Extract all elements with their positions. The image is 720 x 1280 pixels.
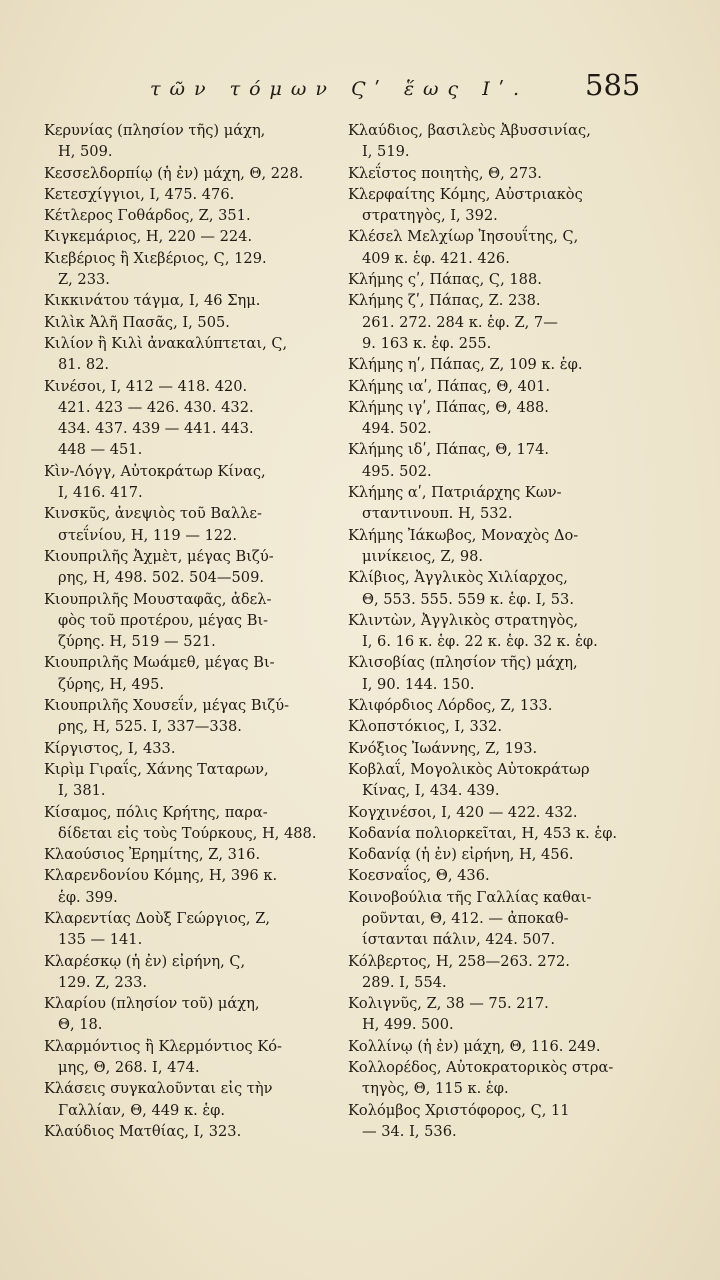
index-entry-continuation: ρης, Η, 525. Ι, 337—338. bbox=[58, 718, 242, 736]
page-number: 585 bbox=[585, 68, 641, 102]
index-entry bbox=[348, 567, 648, 610]
index-entry-line: Κοδανίᾳ (ἡ ἐν) εἰρήνη, Η, 456. bbox=[348, 846, 574, 864]
index-entry bbox=[348, 1057, 648, 1100]
index-entry bbox=[44, 695, 344, 738]
index-entry-line: Κερυνίας (πλησίον τῆς) μάχη, bbox=[44, 122, 266, 139]
index-entry-line: Κλαρεντίας Δοὺξ Γεώργιος, Ζ, bbox=[44, 909, 270, 927]
index-entry bbox=[348, 802, 648, 823]
index-entry bbox=[348, 120, 648, 163]
index-column-left bbox=[44, 120, 344, 1142]
index-entry bbox=[348, 823, 648, 844]
index-entry bbox=[44, 248, 344, 291]
index-entry-line: Κλέσελ Μελχίωρ Ἰησουΐτης, Ϛ, bbox=[348, 228, 579, 246]
index-entry-line: Κινέσοι, Ι, 412 — 418. 420. bbox=[44, 377, 248, 395]
index-entry-continuation: Ι, 6. 16 κ. ἑφ. 22 κ. ἑφ. 32 κ. ἑφ. bbox=[362, 633, 598, 651]
index-entry-line: Κλήμης ιδʹ, Πάπας, Θ, 174. bbox=[348, 441, 549, 459]
index-entry-line: Κιεβέριος ἢ Χιεβέριος, Ϛ, 129. bbox=[44, 249, 267, 267]
index-entry bbox=[44, 163, 344, 184]
index-entry-continuation: ρης, Η, 498. 502. 504—509. bbox=[58, 569, 264, 587]
index-entry bbox=[44, 589, 344, 653]
index-entry-line: Κλήμης αʹ, Πατριάρχης Κων- bbox=[348, 484, 562, 502]
index-entry bbox=[44, 1036, 344, 1079]
index-entry-line: Κίσαμος, πόλις Κρήτης, παρα- bbox=[44, 803, 268, 821]
index-entry bbox=[348, 759, 648, 802]
index-entry-continuation: ίστανται πάλιν, 424. 507. bbox=[362, 931, 555, 949]
index-entry-continuation: — 34. Ι, 536. bbox=[362, 1122, 457, 1140]
index-entry-continuation: Θ, 553. 555. 559 κ. ἑφ. Ι, 53. bbox=[362, 590, 574, 608]
index-entry-continuation: μινίκειος, Ζ, 98. bbox=[362, 547, 484, 565]
index-entry bbox=[348, 525, 648, 568]
index-entry-line: Κλήμης ιγʹ, Πάπας, Θ, 488. bbox=[348, 398, 549, 416]
index-entry-continuation: 9. 163 κ. ἑφ. 255. bbox=[362, 334, 492, 352]
index-entry bbox=[348, 376, 648, 397]
index-entry-line: Κετεσχίγγιοι, Ι, 475. 476. bbox=[44, 185, 235, 203]
running-head: τῶν τόμων Ϛʹ ἕως Ιʹ. bbox=[150, 78, 529, 100]
index-entry bbox=[348, 738, 648, 759]
index-entry bbox=[44, 205, 344, 226]
index-entry bbox=[348, 290, 648, 354]
index-entry-continuation: σταντινουπ. Η, 532. bbox=[362, 505, 513, 523]
index-entry-line: Κολόμβος Χριστόφορος, Ϛ, 11 bbox=[348, 1101, 570, 1119]
index-entry-line: Κλαρέσκῳ (ἡ ἐν) εἰρήνη, Ϛ, bbox=[44, 952, 246, 970]
index-entry bbox=[44, 546, 344, 589]
index-entry-line: Κλαούσιος Ἐρημίτης, Ζ, 316. bbox=[44, 846, 261, 864]
index-entry-line: Κὶν-Λόγγ, Αὐτοκράτωρ Κίνας, bbox=[44, 462, 266, 480]
index-entry-line: Κλήμης ηʹ, Πάπας, Ζ, 109 κ. ἑφ. bbox=[348, 356, 583, 374]
index-entry bbox=[44, 503, 344, 546]
index-entry bbox=[44, 333, 344, 376]
index-entry bbox=[348, 226, 648, 269]
index-entry bbox=[348, 652, 648, 695]
index-entry-continuation: Θ, 18. bbox=[58, 1016, 103, 1034]
index-entry-continuation: 448 — 451. bbox=[58, 441, 143, 459]
index-entry bbox=[348, 1100, 648, 1143]
index-entry-continuation: Ι, 519. bbox=[362, 143, 410, 161]
index-entry bbox=[348, 397, 648, 440]
index-entry-continuation: 494. 502. bbox=[362, 420, 432, 438]
index-entry-line: Κλαρμόντιος ἢ Κλερμόντιος Κό- bbox=[44, 1037, 282, 1055]
index-entry-continuation: φὸς τοῦ προτέρου, μέγας Βι- bbox=[58, 611, 269, 629]
index-entry bbox=[44, 376, 344, 461]
index-entry bbox=[44, 120, 344, 163]
index-entry-continuation: ροῦνται, Θ, 412. — ἀποκαθ- bbox=[362, 909, 569, 927]
index-entry-line: Κοεσναΐος, Θ, 436. bbox=[348, 867, 490, 885]
index-entry-line: Κολλορέδος, Αὐτοκρατορικὸς στρα- bbox=[348, 1059, 614, 1077]
index-entry-line: Κλερφαίτης Κόμης, Αὐστριακὸς bbox=[348, 185, 583, 203]
index-entry-line: Κλαύδιος Ματθίας, Ι, 323. bbox=[44, 1122, 242, 1140]
index-entry bbox=[44, 461, 344, 504]
index-entry-line: Κοινοβούλια τῆς Γαλλίας καθαι- bbox=[348, 888, 592, 906]
index-entry-continuation: τηγὸς, Θ, 115 κ. ἑφ. bbox=[362, 1080, 509, 1098]
index-entry-line: Κλιφόρδιος Λόρδος, Ζ, 133. bbox=[348, 697, 553, 715]
index-entry bbox=[348, 865, 648, 886]
index-entry bbox=[44, 184, 344, 205]
index-entry bbox=[44, 1121, 344, 1142]
index-entry bbox=[348, 354, 648, 375]
index-entry-line: Κλήμης ζʹ, Πάπας, Ζ. 238. bbox=[348, 292, 541, 310]
index-entry bbox=[348, 844, 648, 865]
index-entry-line: Κλαρίου (πλησίον τοῦ) μάχη, bbox=[44, 995, 260, 1013]
index-entry-continuation: 81. 82. bbox=[58, 356, 110, 374]
index-entry-line: Κνόξιος Ἰωάννης, Ζ, 193. bbox=[348, 739, 538, 757]
index-entry-line: Κιλὶκ Ἀλῆ Πασᾶς, Ι, 505. bbox=[44, 313, 230, 331]
index-entry-line: Κλιντὼν, Ἀγγλικὸς στρατηγὸς, bbox=[348, 611, 579, 629]
index-entry bbox=[348, 993, 648, 1036]
index-entry-line: Κιγκεμάριος, Η, 220 — 224. bbox=[44, 228, 253, 246]
index-entry-line: Κίργιστος, Ι, 433. bbox=[44, 739, 176, 757]
index-entry-continuation: ἑφ. 399. bbox=[58, 888, 118, 906]
index-entry-continuation: στρατηγὸς, Ι, 392. bbox=[362, 207, 498, 225]
index-entry-line: Κέτλερος Γοθάρδος, Ζ, 351. bbox=[44, 207, 251, 225]
index-entry-line: Κιρὶμ Γιραΐς, Χάνης Ταταρων, bbox=[44, 760, 269, 778]
index-entry-line: Κλήμης ιαʹ, Πάπας, Θ, 401. bbox=[348, 377, 551, 395]
index-column-right bbox=[348, 120, 648, 1142]
index-entry bbox=[348, 887, 648, 951]
index-entry-continuation: ζύρης. Η, 519 — 521. bbox=[58, 633, 216, 651]
index-entry-line: Κλοπστόκιος, Ι, 332. bbox=[348, 718, 502, 736]
index-entry bbox=[44, 993, 344, 1036]
index-entry-continuation: μης, Θ, 268. Ι, 474. bbox=[58, 1059, 200, 1077]
index-entry bbox=[348, 439, 648, 482]
index-entry bbox=[348, 1036, 648, 1057]
index-entry bbox=[348, 695, 648, 716]
index-entry bbox=[44, 802, 344, 845]
index-entry-continuation: Η, 499. 500. bbox=[362, 1016, 454, 1034]
index-entry-continuation: Ι, 416. 417. bbox=[58, 484, 143, 502]
index-entry-continuation: 409 κ. ἑφ. 421. 426. bbox=[362, 249, 510, 267]
index-entry-line: Κοβλαΐ, Μογολικὸς Αὐτοκράτωρ bbox=[348, 760, 590, 778]
index-entry-line: Κιουπριλῆς Μωάμεθ, μέγας Βι- bbox=[44, 654, 275, 672]
index-entry-line: Κλισοβίας (πλησίον τῆς) μάχη, bbox=[348, 654, 578, 672]
index-entry-continuation: δίδεται εἰς τοὺς Τούρκους, Η, 488. bbox=[58, 824, 317, 842]
index-entry-line: Κιλίον ἢ Κιλὶ ἀνακαλύπτεται, Ϛ, bbox=[44, 334, 288, 352]
index-entry bbox=[44, 865, 344, 908]
index-entry-line: Κόλβερτος, Η, 258—263. 272. bbox=[348, 952, 570, 970]
index-entry bbox=[44, 738, 344, 759]
index-entry-continuation: 421. 423 — 426. 430. 432. bbox=[58, 398, 254, 416]
index-entry-line: Κιουπριλῆς Ἀχμὲτ, μέγας Βιζύ- bbox=[44, 547, 274, 565]
index-entry-line: Κλήμης Ἰάκωβος, Μοναχὸς Δο- bbox=[348, 526, 579, 544]
index-entry-line: Κογχινέσοι, Ι, 420 — 422. 432. bbox=[348, 803, 578, 821]
index-entry-continuation: 135 — 141. bbox=[58, 931, 143, 949]
index-entry bbox=[44, 652, 344, 695]
index-entry bbox=[44, 226, 344, 247]
index-entry-continuation: ζύρης, Η, 495. bbox=[58, 675, 165, 693]
index-entry-continuation: Γαλλίαν, Θ, 449 κ. ἑφ. bbox=[58, 1101, 226, 1119]
index-entry bbox=[44, 1078, 344, 1121]
index-entry-line: Κλαύδιος, βασιλεὺς Ἀβυσσινίας, bbox=[348, 122, 591, 139]
index-entry-line: Κιουπριλῆς Χουσεΐν, μέγας Βιζύ- bbox=[44, 697, 290, 715]
index-entry-continuation: 434. 437. 439 — 441. 443. bbox=[58, 420, 254, 438]
index-entry-continuation: Η, 509. bbox=[58, 143, 113, 161]
index-entry-line: Κλίβιος, Ἀγγλικὸς Χιλίαρχος, bbox=[348, 569, 568, 587]
index-entry-continuation: Ι, 90. 144. 150. bbox=[362, 675, 475, 693]
index-entry bbox=[348, 163, 648, 184]
index-entry-line: Κολλίνῳ (ἡ ἐν) μάχη, Θ, 116. 249. bbox=[348, 1037, 601, 1055]
index-entry-continuation: Κίνας, Ι, 434. 439. bbox=[362, 782, 500, 800]
index-entry bbox=[348, 716, 648, 737]
index-entry-line: Κλήμης ςʹ, Πάπας, Ϛ, 188. bbox=[348, 271, 542, 289]
index-entry-continuation: Ι, 381. bbox=[58, 782, 106, 800]
index-entry bbox=[348, 610, 648, 653]
index-entry bbox=[44, 312, 344, 333]
index-entry bbox=[44, 290, 344, 311]
index-entry-continuation: 261. 272. 284 κ. ἑφ. Ζ, 7— bbox=[362, 313, 558, 331]
index-entry-line: Κινσκῦς, ἀνεψιὸς τοῦ Βαλλε- bbox=[44, 505, 262, 523]
index-entry bbox=[44, 759, 344, 802]
index-entry-line: Κεσσελδορπίῳ (ἡ ἐν) μάχη, Θ, 228. bbox=[44, 164, 304, 182]
index-entry bbox=[348, 184, 648, 227]
index-entry-continuation: Ζ, 233. bbox=[58, 271, 110, 289]
index-entry bbox=[44, 951, 344, 994]
index-entry-line: Κικκινάτου τάγμα, Ι, 46 Σημ. bbox=[44, 292, 261, 310]
index-entry-line: Κολιγνῦς, Ζ, 38 — 75. 217. bbox=[348, 995, 549, 1013]
index-entry-line: Κλεΐστος ποιητὴς, Θ, 273. bbox=[348, 164, 542, 182]
index-entry bbox=[44, 844, 344, 865]
index-entry bbox=[348, 951, 648, 994]
index-entry-line: Κλάσεις συγκαλοῦνται εἰς τὴν bbox=[44, 1080, 273, 1098]
index-entry-continuation: 129. Ζ, 233. bbox=[58, 973, 148, 991]
index-entry bbox=[348, 269, 648, 290]
index-entry-line: Κοδανία πολιορκεῖται, Η, 453 κ. ἑφ. bbox=[348, 824, 618, 842]
index-entry-continuation: 495. 502. bbox=[362, 462, 432, 480]
index-entry-line: Κιουπριλῆς Μουσταφᾶς, ἀδελ- bbox=[44, 590, 272, 608]
index-entry bbox=[348, 482, 648, 525]
index-entry bbox=[44, 908, 344, 951]
index-entry-line: Κλαρενδονίου Κόμης, Η, 396 κ. bbox=[44, 867, 278, 885]
index-entry-continuation: 289. Ι, 554. bbox=[362, 973, 447, 991]
index-entry-continuation: στεΐνίου, Η, 119 — 122. bbox=[58, 526, 238, 544]
